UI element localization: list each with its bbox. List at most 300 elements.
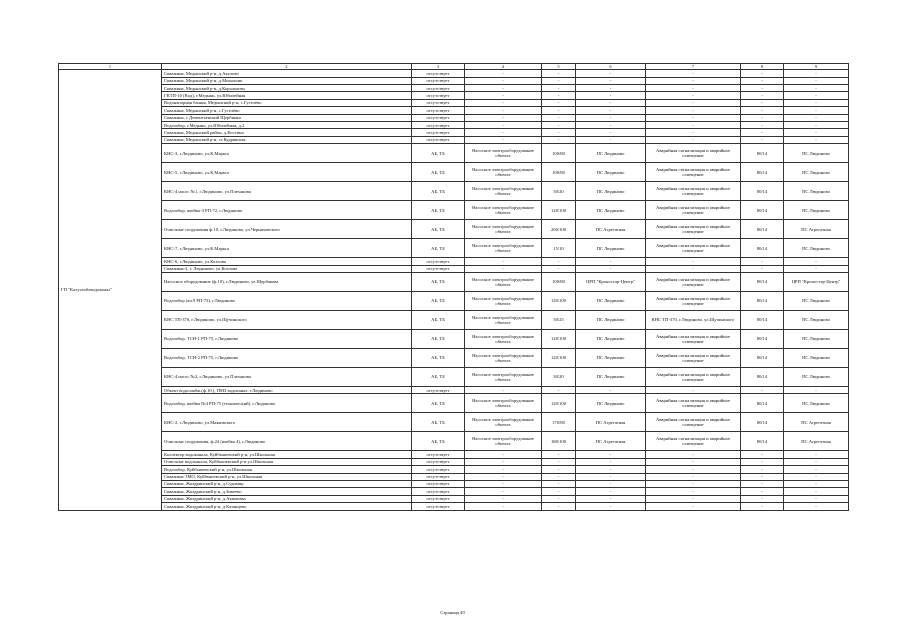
emergency-load-cell: Аварийная сигнализация и аварийное освещение: [646, 220, 741, 239]
object-name-cell: Скважина, Жиздринский р-н, д.Казанцево: [162, 503, 412, 510]
emergency-load-cell: Аварийная сигнализация и аварийное освещение: [646, 432, 741, 451]
power-source-cell: отсутствует: [412, 85, 465, 92]
feed-source-cell: ПС Людиново: [576, 394, 646, 413]
emergency-load-cell: Аварийная сигнализация и аварийное освещение: [646, 367, 741, 386]
emergency-load-cell: -: [646, 70, 741, 77]
load-type-cell: Насосное электрооборудование объекта: [465, 413, 542, 432]
feed-source-cell: -: [576, 258, 646, 265]
table-row: [59, 77, 849, 84]
power-cell: -: [542, 114, 576, 121]
emergency-load-cell: -: [646, 488, 741, 495]
emergency-power-cell: -: [741, 258, 784, 265]
object-name-cell: Очистные водоканала, Куйбышевский р-н ул.Школьная: [162, 458, 412, 465]
object-name-cell: Водозабор, ТСН-1 РП-75, г.Людиново: [162, 329, 412, 348]
emergency-power-cell: -: [741, 488, 784, 495]
table-row: [59, 386, 849, 393]
table-row: [59, 495, 849, 502]
emergency-feed-cell: ПС Людиново: [784, 329, 849, 348]
feed-source-cell: -: [576, 85, 646, 92]
feed-source-cell: -: [576, 99, 646, 106]
emergency-power-cell: -: [741, 99, 784, 106]
power-source-cell: отсутствует: [412, 99, 465, 106]
feed-source-cell: -: [576, 129, 646, 136]
power-source-cell: АБ, ТБ: [412, 413, 465, 432]
object-name-cell: Водозабор, ячейка №4 РП-75 (технический), г.Людиново: [162, 394, 412, 413]
load-type-cell: -: [465, 503, 542, 510]
power-source-cell: отсутствует: [412, 265, 465, 272]
object-name-cell: Скважина, Медынский р-н, д.Акулово: [162, 70, 412, 77]
power-cell: -: [542, 495, 576, 502]
emergency-feed-cell: -: [784, 70, 849, 77]
feed-source-cell: ПС Людиново: [576, 163, 646, 182]
power-source-cell: АБ, ТБ: [412, 220, 465, 239]
emergency-load-cell: Аварийная сигнализация и аварийное освещение: [646, 182, 741, 201]
power-source-cell: АБ, ТБ: [412, 329, 465, 348]
power-cell: -: [542, 77, 576, 84]
emergency-feed-cell: -: [784, 136, 849, 143]
emergency-feed-cell: ПС Людиново: [784, 201, 849, 220]
table-row: [59, 136, 849, 143]
load-type-cell: Насосное электрооборудование объекта: [465, 432, 542, 451]
feed-source-cell: ПС Агрегатная: [576, 413, 646, 432]
emergency-power-cell: 80/14: [741, 239, 784, 258]
column-number: 3: [412, 64, 465, 70]
power-source-cell: отсутствует: [412, 107, 465, 114]
emergency-power-cell: -: [741, 77, 784, 84]
object-name-cell: Скважина ТМО, Куйбышевский р-н, ул.Школьная: [162, 473, 412, 480]
emergency-power-cell: 80/14: [741, 310, 784, 329]
emergency-load-cell: Аварийная сигнализация и аварийное освещение: [646, 239, 741, 258]
emergency-load-cell: -: [646, 480, 741, 487]
object-name-cell: КНС-2, г.Людиново, ул.Маяковского: [162, 413, 412, 432]
emergency-load-cell: -: [646, 258, 741, 265]
feed-source-cell: -: [576, 265, 646, 272]
power-cell: 100/80: [542, 144, 576, 163]
power-source-cell: АБ, ТБ: [412, 348, 465, 367]
table-row: [59, 458, 849, 465]
load-type-cell: -: [465, 92, 542, 99]
emergency-feed-cell: -: [784, 458, 849, 465]
feed-source-cell: -: [576, 488, 646, 495]
emergency-load-cell: Аварийная сигнализация и аварийное освещение: [646, 348, 741, 367]
emergency-load-cell: -: [646, 129, 741, 136]
power-cell: -: [542, 99, 576, 106]
power-source-cell: АБ, ТБ: [412, 367, 465, 386]
feed-source-cell: -: [576, 495, 646, 502]
object-name-cell: Скважина, Жиздринский р-н, д.Акимовка: [162, 495, 412, 502]
object-name-cell: КНС-6, г.Людиново, ул.Козлова: [162, 258, 412, 265]
emergency-power-cell: -: [741, 466, 784, 473]
table-row: [59, 122, 849, 129]
object-name-cell: Скважина, Жиздринский р-н, д.Зикеево: [162, 488, 412, 495]
feed-source-cell: -: [576, 458, 646, 465]
feed-source-cell: ПС Людиново: [576, 201, 646, 220]
power-cell: -: [542, 107, 576, 114]
emergency-load-cell: -: [646, 77, 741, 84]
table-row: [59, 129, 849, 136]
table-row: [59, 265, 849, 272]
emergency-power-cell: -: [741, 386, 784, 393]
power-source-cell: АБ, ТБ: [412, 394, 465, 413]
emergency-load-cell: -: [646, 503, 741, 510]
emergency-power-cell: 80/14: [741, 394, 784, 413]
feed-source-cell: ПС Людиново: [576, 367, 646, 386]
emergency-power-cell: -: [741, 495, 784, 502]
table-row: [59, 272, 849, 291]
load-type-cell: -: [465, 458, 542, 465]
feed-source-cell: -: [576, 107, 646, 114]
emergency-power-cell: -: [741, 265, 784, 272]
power-cell: 120/100: [542, 394, 576, 413]
emergency-feed-cell: -: [784, 503, 849, 510]
table-row: [59, 367, 849, 386]
object-name-cell: Скважина, Медынский р-н, д.Корольково: [162, 85, 412, 92]
emergency-power-cell: -: [741, 458, 784, 465]
table-row: [59, 466, 849, 473]
emergency-feed-cell: -: [784, 129, 849, 136]
emergency-load-cell: -: [646, 495, 741, 502]
power-cell: -: [542, 136, 576, 143]
emergency-feed-cell: -: [784, 495, 849, 502]
emergency-power-cell: -: [741, 107, 784, 114]
load-type-cell: -: [465, 488, 542, 495]
emergency-power-cell: 80/14: [741, 367, 784, 386]
feed-source-cell: ПС Людиново: [576, 291, 646, 310]
emergency-feed-cell: -: [784, 488, 849, 495]
emergency-load-cell: -: [646, 265, 741, 272]
table-row: [59, 451, 849, 458]
table-row: [59, 348, 849, 367]
load-type-cell: -: [465, 258, 542, 265]
emergency-feed-cell: -: [784, 99, 849, 106]
emergency-load-cell: Аварийная сигнализация и аварийное освещение: [646, 144, 741, 163]
object-name-cell: Водозабор, г.Медынь, ул.Юбилейная, д.2: [162, 122, 412, 129]
feed-source-cell: ПС Агрегатная: [576, 432, 646, 451]
load-type-cell: -: [465, 495, 542, 502]
emergency-power-cell: -: [741, 122, 784, 129]
power-cell: 120/100: [542, 329, 576, 348]
power-source-cell: отсутствует: [412, 136, 465, 143]
power-source-cell: АБ, ТБ: [412, 310, 465, 329]
power-cell: -: [542, 458, 576, 465]
load-type-cell: Насосное электрооборудование объекта: [465, 220, 542, 239]
power-cell: -: [542, 503, 576, 510]
table-row: [59, 201, 849, 220]
emergency-load-cell: -: [646, 136, 741, 143]
object-name-cell: Водозабор (яч.9 РП-73), г.Людиново: [162, 291, 412, 310]
emergency-feed-cell: ПС Людиново: [784, 394, 849, 413]
feed-source-cell: ПС Людиново: [576, 182, 646, 201]
emergency-load-cell: -: [646, 92, 741, 99]
object-name-cell: Скважина, Медынский р-н, д.Михалчик: [162, 77, 412, 84]
power-source-cell: АБ, ТБ: [412, 163, 465, 182]
power-source-cell: отсутствует: [412, 451, 465, 458]
load-type-cell: Насосное электрооборудование объекта: [465, 144, 542, 163]
emergency-power-cell: 80/14: [741, 432, 784, 451]
emergency-load-cell: Аварийная сигнализация и аварийное освещение: [646, 272, 741, 291]
object-name-cell: Водозабор, Куйбышевский р-н, ул.Школьная: [162, 466, 412, 473]
power-cell: 120/100: [542, 348, 576, 367]
power-source-cell: АБ, ТБ: [412, 182, 465, 201]
table-row: [59, 413, 849, 432]
load-type-cell: -: [465, 122, 542, 129]
table-row: [59, 85, 849, 92]
column-number: 4: [465, 64, 542, 70]
column-number: 6: [576, 64, 646, 70]
emergency-power-cell: 80/14: [741, 348, 784, 367]
emergency-power-cell: -: [741, 480, 784, 487]
power-cell: 100/80: [542, 272, 576, 291]
load-type-cell: Насосное электрооборудование объекта: [465, 239, 542, 258]
owner-cell: ГП "Калугаоблводоканал": [59, 70, 162, 510]
object-name-cell: Водонапорная башня, Медынский р-н, с.Гуселёво: [162, 99, 412, 106]
power-source-cell: отсутствует: [412, 92, 465, 99]
table-row: [59, 220, 849, 239]
emergency-power-cell: -: [741, 451, 784, 458]
load-type-cell: Насосное электрооборудование объекта: [465, 201, 542, 220]
power-cell: -: [542, 129, 576, 136]
emergency-power-cell: -: [741, 85, 784, 92]
feed-source-cell: ПС Людиново: [576, 348, 646, 367]
feed-source-cell: -: [576, 503, 646, 510]
emergency-power-cell: -: [741, 129, 784, 136]
emergency-load-cell: -: [646, 122, 741, 129]
power-cell: 30/25: [542, 310, 576, 329]
power-source-cell: отсутствует: [412, 114, 465, 121]
power-cell: -: [542, 70, 576, 77]
emergency-feed-cell: -: [784, 386, 849, 393]
load-type-cell: -: [465, 473, 542, 480]
power-source-cell: АБ, ТБ: [412, 432, 465, 451]
power-cell: 120/100: [542, 291, 576, 310]
emergency-feed-cell: -: [784, 258, 849, 265]
emergency-power-cell: -: [741, 92, 784, 99]
emergency-feed-cell: ПС Людиново: [784, 291, 849, 310]
load-type-cell: Насосное электрооборудование объекта: [465, 182, 542, 201]
power-cell: -: [542, 92, 576, 99]
emergency-power-cell: 80/14: [741, 291, 784, 310]
power-cell: 15/10: [542, 239, 576, 258]
emergency-power-cell: 80/14: [741, 201, 784, 220]
power-cell: -: [542, 480, 576, 487]
power-source-cell: АБ, ТБ: [412, 272, 465, 291]
table-row: [59, 310, 849, 329]
power-cell: 30/20: [542, 182, 576, 201]
table-row: [59, 239, 849, 258]
emergency-feed-cell: ПС Людиново: [784, 182, 849, 201]
emergency-power-cell: -: [741, 503, 784, 510]
object-name-cell: Скважина, Медынский район, д.Костино: [162, 129, 412, 136]
table-row: [59, 107, 849, 114]
emergency-feed-cell: -: [784, 473, 849, 480]
object-name-cell: КНС-5, г.Людиново, ул.К.Маркса: [162, 163, 412, 182]
table-row: [59, 503, 849, 510]
emergency-feed-cell: -: [784, 480, 849, 487]
feed-source-cell: -: [576, 451, 646, 458]
emergency-feed-cell: ПС Агрегатная: [784, 432, 849, 451]
power-cell: 100/80: [542, 163, 576, 182]
load-type-cell: -: [465, 136, 542, 143]
power-source-cell: отсутствует: [412, 458, 465, 465]
table-row: [59, 432, 849, 451]
emergency-load-cell: -: [646, 99, 741, 106]
table-row: [59, 70, 849, 77]
load-type-cell: -: [465, 85, 542, 92]
object-name-cell: Водозабор, ячейка-3 РП-72, г.Людиново: [162, 201, 412, 220]
load-type-cell: Насосное электрооборудование объекта: [465, 291, 542, 310]
power-cell: -: [542, 85, 576, 92]
emergency-feed-cell: -: [784, 114, 849, 121]
object-name-cell: Водозабор, ТСН-2 РП-75, г.Людиново: [162, 348, 412, 367]
feed-source-cell: ПС Людиново: [576, 144, 646, 163]
table-row: [59, 473, 849, 480]
emergency-load-cell: -: [646, 466, 741, 473]
column-number: 8: [741, 64, 784, 70]
emergency-feed-cell: -: [784, 451, 849, 458]
power-source-cell: отсутствует: [412, 122, 465, 129]
power-source-cell: отсутствует: [412, 129, 465, 136]
object-name-cell: ГКТП-10 (Вод), г.Медынь, ул.Юбилейная: [162, 92, 412, 99]
object-name-cell: Коллектор водоканала, Куйбышевский р-н, ул.Школьная: [162, 451, 412, 458]
emergency-feed-cell: ПС Агрегатная: [784, 220, 849, 239]
power-source-cell: отсутствует: [412, 503, 465, 510]
power-source-cell: АБ, ТБ: [412, 239, 465, 258]
power-cell: -: [542, 466, 576, 473]
object-name-cell: Очистные сооружения ф.10, г.Людиново, ул.Черняховского: [162, 220, 412, 239]
table-row: [59, 114, 849, 121]
load-type-cell: Насосное электрооборудование объекта: [465, 394, 542, 413]
emergency-feed-cell: -: [784, 265, 849, 272]
load-type-cell: Насосное электрооборудование объекта: [465, 348, 542, 367]
object-name-cell: КНС ТП-370, г.Людиново, ул.Щучинского: [162, 310, 412, 329]
power-source-cell: отсутствует: [412, 386, 465, 393]
emergency-load-cell: -: [646, 114, 741, 121]
table-row: [59, 144, 849, 163]
data-table: [58, 63, 849, 511]
load-type-cell: -: [465, 107, 542, 114]
feed-source-cell: -: [576, 480, 646, 487]
object-name-cell: Скважина, Жиздринский р-н, д.Судимир: [162, 480, 412, 487]
emergency-feed-cell: ПС Людиново: [784, 144, 849, 163]
emergency-load-cell: Аварийная сигнализация и аварийное освещение: [646, 413, 741, 432]
table-row: [59, 480, 849, 487]
emergency-power-cell: 80/14: [741, 272, 784, 291]
emergency-feed-cell: ПС Людиново: [784, 239, 849, 258]
power-cell: -: [542, 265, 576, 272]
feed-source-cell: -: [576, 122, 646, 129]
load-type-cell: -: [465, 451, 542, 458]
power-source-cell: отсутствует: [412, 77, 465, 84]
power-source-cell: отсутствует: [412, 488, 465, 495]
emergency-power-cell: 80/14: [741, 329, 784, 348]
power-cell: -: [542, 473, 576, 480]
emergency-load-cell: Аварийная сигнализация и аварийное освещение: [646, 394, 741, 413]
emergency-load-cell: КНС ТП-370, г.Людиново, ул.Щучинского: [646, 310, 741, 329]
power-cell: -: [542, 122, 576, 129]
emergency-feed-cell: -: [784, 107, 849, 114]
page-number: Страница 49: [440, 610, 465, 615]
emergency-load-cell: -: [646, 473, 741, 480]
emergency-feed-cell: -: [784, 85, 849, 92]
feed-source-cell: ПС Людиново: [576, 329, 646, 348]
emergency-feed-cell: ПС Людиново: [784, 310, 849, 329]
power-source-cell: АБ, ТБ: [412, 201, 465, 220]
load-type-cell: Насосное электрооборудование объекта: [465, 310, 542, 329]
power-source-cell: отсутствует: [412, 258, 465, 265]
load-type-cell: -: [465, 114, 542, 121]
emergency-feed-cell: -: [784, 122, 849, 129]
object-name-cell: Скважина, Медынский р-н, с.Гуселёво: [162, 107, 412, 114]
table-row: [59, 92, 849, 99]
table-row: [59, 488, 849, 495]
feed-source-cell: ПС Людиново: [576, 310, 646, 329]
table-row: [59, 291, 849, 310]
power-source-cell: отсутствует: [412, 495, 465, 502]
feed-source-cell: -: [576, 70, 646, 77]
load-type-cell: -: [465, 466, 542, 473]
load-type-cell: -: [465, 386, 542, 393]
power-source-cell: отсутствует: [412, 480, 465, 487]
load-type-cell: Насосное электрооборудование объекта: [465, 272, 542, 291]
load-type-cell: -: [465, 129, 542, 136]
emergency-load-cell: Аварийная сигнализация и аварийное освещение: [646, 163, 741, 182]
object-name-cell: Скважина-2, г. Людиново, ул.Козлова: [162, 265, 412, 272]
column-number: 2: [162, 64, 412, 70]
emergency-load-cell: Аварийная сигнализация и аварийное освещение: [646, 201, 741, 220]
emergency-load-cell: Аварийная сигнализация и аварийное освещение: [646, 329, 741, 348]
power-cell: -: [542, 488, 576, 495]
emergency-feed-cell: ПС Людиново: [784, 367, 849, 386]
power-cell: -: [542, 386, 576, 393]
table-row: [59, 394, 849, 413]
feed-source-cell: ЦРП "Кроностар-Центр": [576, 272, 646, 291]
power-cell: -: [542, 258, 576, 265]
object-name-cell: КНС-7, г.Людиново, ул.К.Маркса: [162, 239, 412, 258]
table-row: [59, 99, 849, 106]
object-name-cell: Насосное оборудование (ф.10), г.Людиново, ул.Щербакова: [162, 272, 412, 291]
emergency-power-cell: 80/14: [741, 144, 784, 163]
object-name-cell: КНС-3, г.Людиново, ул.К.Маркса: [162, 144, 412, 163]
power-source-cell: АБ, ТБ: [412, 144, 465, 163]
object-name-cell: КНС-4 насос №2, г.Людиново, ул.Плеханова: [162, 367, 412, 386]
column-number: 7: [646, 64, 741, 70]
power-cell: 120/100: [542, 201, 576, 220]
emergency-feed-cell: ПС Агрегатная: [784, 413, 849, 432]
power-source-cell: отсутствует: [412, 473, 465, 480]
column-number: 1: [59, 64, 162, 70]
power-source-cell: АБ, ТБ: [412, 291, 465, 310]
object-name-cell: Очистные сооружения, ф.24 (ячейка 4), г.Людиново: [162, 432, 412, 451]
emergency-load-cell: -: [646, 451, 741, 458]
load-type-cell: -: [465, 70, 542, 77]
feed-source-cell: -: [576, 386, 646, 393]
power-cell: -: [542, 451, 576, 458]
emergency-load-cell: -: [646, 85, 741, 92]
emergency-load-cell: Аварийная сигнализация и аварийное освещение: [646, 291, 741, 310]
load-type-cell: Насосное электрооборудование объекта: [465, 163, 542, 182]
load-type-cell: -: [465, 265, 542, 272]
table-row: [59, 329, 849, 348]
emergency-power-cell: 80/14: [741, 163, 784, 182]
load-type-cell: -: [465, 99, 542, 106]
table-body: [59, 70, 849, 510]
load-type-cell: Насосное электрооборудование объекта: [465, 329, 542, 348]
emergency-feed-cell: -: [784, 92, 849, 99]
object-name-cell: Скважина, Медынский р-н, ст.Кудрявская: [162, 136, 412, 143]
emergency-feed-cell: ЦРП "Кроностар-Центр": [784, 272, 849, 291]
feed-source-cell: -: [576, 92, 646, 99]
emergency-power-cell: 80/14: [741, 413, 784, 432]
